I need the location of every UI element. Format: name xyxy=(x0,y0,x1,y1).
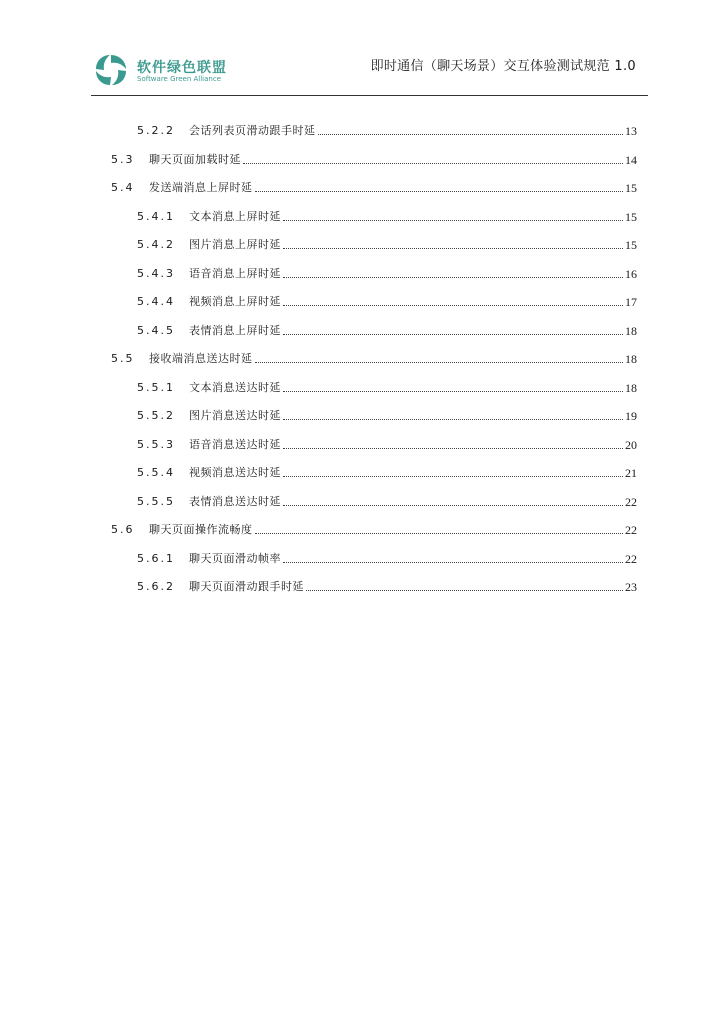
toc-dot-leader xyxy=(255,533,624,534)
toc-dot-leader xyxy=(283,476,623,477)
toc-entry-number: 5.4.1 xyxy=(137,209,175,223)
toc-entry-title: 图片消息送达时延 xyxy=(189,409,281,422)
toc-entry-title: 聊天页面操作流畅度 xyxy=(149,523,253,536)
toc-entry-page: 23 xyxy=(625,580,637,594)
org-name-en: Software Green Alliance xyxy=(137,75,222,83)
toc-entry-title: 发送端消息上屏时延 xyxy=(149,181,253,194)
toc-entry-title: 语音消息送达时延 xyxy=(189,437,281,451)
page-header xyxy=(0,0,724,96)
toc-dot-leader xyxy=(283,220,623,221)
toc-entry[interactable] xyxy=(111,346,637,366)
toc-entry[interactable] xyxy=(137,118,637,138)
toc-entry-title: 聊天页面加载时延 xyxy=(149,152,241,166)
toc-dot-leader xyxy=(283,277,623,278)
toc-dot-leader xyxy=(306,590,623,591)
toc-entry-page: 18 xyxy=(625,352,637,366)
toc-entry-number: 5.5.4 xyxy=(137,466,175,479)
toc-entry-page: 19 xyxy=(625,409,637,423)
toc-entry-number: 5.4.3 xyxy=(137,266,175,280)
toc-entry-page: 15 xyxy=(625,181,637,195)
toc-entry-page: 13 xyxy=(625,124,637,138)
document-title: 即时通信（聊天场景）交互体验测试规范 1.0 xyxy=(370,59,636,74)
toc-entry-number: 5.4.2 xyxy=(137,238,175,251)
toc-entry-number: 5.5 xyxy=(111,352,135,365)
toc-entry[interactable] xyxy=(137,489,637,509)
alliance-logo-icon xyxy=(93,52,129,88)
toc-entry-page: 15 xyxy=(625,209,637,224)
toc-entry[interactable] xyxy=(137,403,637,423)
toc-dot-leader xyxy=(255,362,624,363)
toc-entry[interactable] xyxy=(111,517,637,537)
toc-entry-title: 语音消息上屏时延 xyxy=(189,266,281,280)
toc-entry[interactable] xyxy=(137,232,637,252)
toc-entry[interactable] xyxy=(111,147,637,167)
header-divider xyxy=(91,95,648,96)
toc-entry-number: 5.5.3 xyxy=(137,437,175,451)
toc-entry-page: 17 xyxy=(625,295,637,309)
toc-entry[interactable] xyxy=(137,574,637,594)
toc-entry-page: 18 xyxy=(625,323,637,338)
toc-entry-title: 聊天页面滑动跟手时延 xyxy=(189,580,304,593)
toc-entry[interactable] xyxy=(111,175,637,195)
toc-entry[interactable] xyxy=(137,204,637,224)
toc-dot-leader xyxy=(243,163,623,164)
toc-entry-number: 5.6 xyxy=(111,523,135,536)
toc-entry-title: 视频消息送达时延 xyxy=(189,466,281,479)
toc-entry-page: 21 xyxy=(625,466,637,480)
toc-entry-title: 图片消息上屏时延 xyxy=(189,238,281,251)
toc-entry-title: 表情消息上屏时延 xyxy=(189,323,281,337)
toc-dot-leader xyxy=(255,191,624,192)
toc-dot-leader xyxy=(283,334,623,335)
toc-dot-leader xyxy=(283,419,623,420)
toc-entry[interactable] xyxy=(137,318,637,338)
toc-entry[interactable] xyxy=(137,460,637,480)
toc-entry-number: 5.5.1 xyxy=(137,380,175,394)
toc-entry-title: 会话列表页滑动跟手时延 xyxy=(189,124,316,137)
toc-entry[interactable] xyxy=(137,432,637,452)
toc-entry-page: 16 xyxy=(625,266,637,281)
toc-dot-leader xyxy=(283,448,623,449)
toc-dot-leader xyxy=(283,305,623,306)
toc-entry-title: 文本消息上屏时延 xyxy=(189,209,281,223)
toc-entry-title: 接收端消息送达时延 xyxy=(149,352,253,365)
toc-entry-number: 5.4.4 xyxy=(137,295,175,308)
toc-dot-leader xyxy=(283,562,623,563)
toc-entry-number: 5.3 xyxy=(111,152,135,166)
org-name: 软件绿色联盟 xyxy=(137,60,227,76)
toc-entry-page: 15 xyxy=(625,238,637,252)
toc-entry-number: 5.6.2 xyxy=(137,580,175,593)
toc-entry-number: 5.6.1 xyxy=(137,551,175,565)
toc-dot-leader xyxy=(283,248,623,249)
toc-entry-number: 5.4.5 xyxy=(137,323,175,337)
toc-entry-title: 表情消息送达时延 xyxy=(189,494,281,508)
toc-entry-page: 22 xyxy=(625,494,637,509)
toc-entry-page: 14 xyxy=(625,152,637,167)
toc-entry-title: 视频消息上屏时延 xyxy=(189,295,281,308)
toc-entry-title: 聊天页面滑动帧率 xyxy=(189,551,281,565)
toc-entry[interactable] xyxy=(137,289,637,309)
toc-entry-number: 5.5.2 xyxy=(137,409,175,422)
toc-dot-leader xyxy=(283,505,623,506)
toc-entry-number: 5.5.5 xyxy=(137,494,175,508)
toc-dot-leader xyxy=(283,391,623,392)
toc-entry[interactable] xyxy=(137,546,637,566)
toc-entry-number: 5.2.2 xyxy=(137,124,175,137)
toc-entry-page: 20 xyxy=(625,437,637,452)
toc-entry-title: 文本消息送达时延 xyxy=(189,380,281,394)
toc-entry-number: 5.4 xyxy=(111,181,135,194)
toc-entry[interactable] xyxy=(137,261,637,281)
toc-entry-page: 22 xyxy=(625,551,637,566)
toc-dot-leader xyxy=(318,134,624,135)
toc-entry[interactable] xyxy=(137,375,637,395)
toc-entry-page: 22 xyxy=(625,523,637,537)
toc-entry-page: 18 xyxy=(625,380,637,395)
